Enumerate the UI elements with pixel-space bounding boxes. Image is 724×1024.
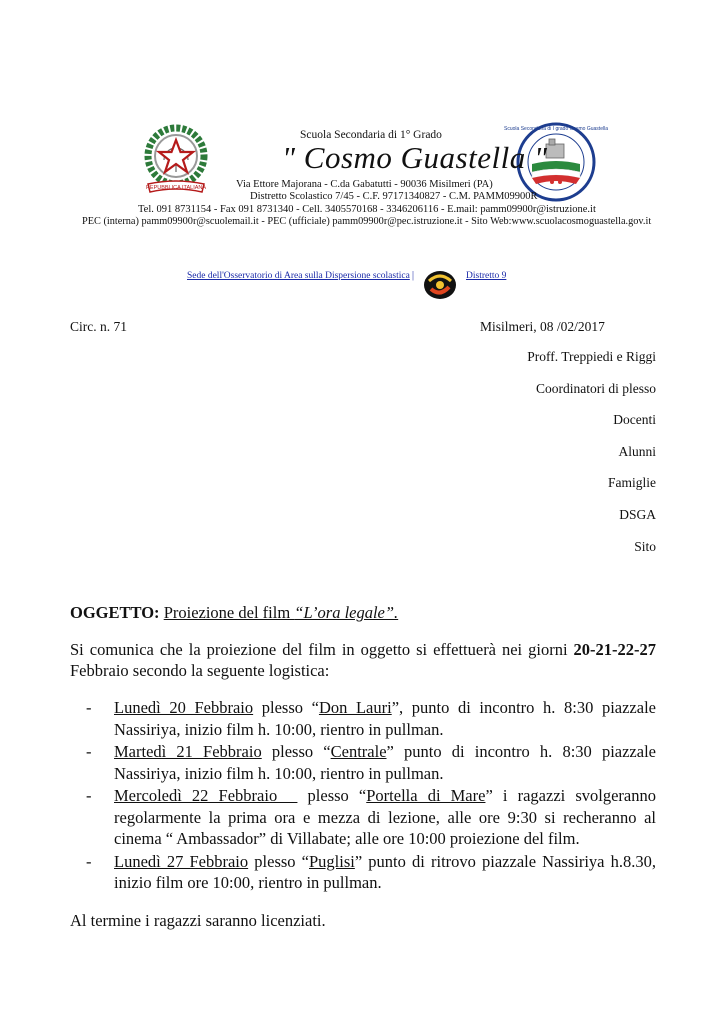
- subject: [70, 603, 398, 623]
- recipient: Famiglie: [608, 475, 656, 491]
- list-item: [70, 851, 656, 894]
- film-title: “L’ora legale”.: [294, 603, 399, 622]
- intro-rest: Febbraio secondo la seguente logistica:: [70, 660, 330, 680]
- list-item: [70, 697, 656, 740]
- item-place: Centrale: [330, 742, 387, 761]
- item-rest: ” punto di ritrovo piazzale Nassiriya h.8.30, inizio film ore 10:00, rientro in pullman.: [114, 851, 657, 892]
- italian-republic-emblem-icon: [136, 120, 216, 200]
- item-date: Mercoledì 22 Febbraio: [114, 786, 298, 805]
- recipient: Coordinatori di plesso: [536, 380, 656, 396]
- observatory-logo-icon: [421, 267, 459, 301]
- recipient: Sito: [634, 538, 656, 554]
- subject-text: [164, 603, 399, 622]
- district-link[interactable]: Distretto 9: [466, 271, 507, 281]
- recipient: Proff. Treppiedi e Riggi: [527, 349, 656, 364]
- item-mid: plesso “: [253, 698, 319, 717]
- list-dash: -: [86, 698, 92, 717]
- link-separator: |: [412, 270, 415, 281]
- svg-text:Scuola Secondaria di I grado C: Scuola Secondaria di I grado Cosmo Guastella: [504, 126, 608, 132]
- item-rest: ” i ragazzi svolgeranno regolarmente la prima ora e mezza di lezione, alle ore 9:30 si recheranno al cinema “ Ambassador” di Villabate; alle ore 10:00 proiezione del film.: [114, 786, 656, 848]
- item-place: Don Lauri: [318, 698, 392, 717]
- item-rest: ” punto di incontro h. 8:30 piazzale Nassiriya, inizio film h. 10:00, rientro in pullman.: [114, 742, 656, 783]
- school-type: Scuola Secondaria di 1° Grado: [300, 129, 442, 141]
- circular-number: Circ. n. 71: [70, 319, 127, 334]
- recipient: Docenti: [613, 412, 656, 428]
- intro-days: 20-21-22-27: [573, 640, 656, 659]
- address-line: Via Ettore Majorana - C.da Gabatutti - 90036 Misilmeri (PA): [236, 179, 493, 190]
- school-name: " Cosmo Guastella ": [282, 140, 548, 175]
- list-dash: -: [86, 786, 92, 805]
- address-line: Distretto Scolastico 7/45 - C.F. 97171340827 - C.M. PAMM09900R: [250, 191, 538, 202]
- item-mid: plesso “: [297, 786, 367, 805]
- closing-line: Al termine i ragazzi saranno licenziati.: [70, 911, 326, 930]
- place-date: Misilmeri, 08 /02/2017: [480, 319, 605, 334]
- item-date: Martedì 21 Febbraio: [114, 742, 262, 761]
- list-item: [70, 785, 656, 850]
- item-place: Puglisi: [309, 851, 355, 871]
- list-dash: -: [86, 742, 92, 761]
- svg-text:REPUBBLICA ITALIANA: REPUBBLICA ITALIANA: [145, 185, 207, 191]
- list-item: [70, 741, 656, 784]
- item-place: Portella di Mare: [366, 786, 486, 805]
- item-mid: plesso “: [248, 851, 309, 871]
- pec-line: PEC (interna) pamm09900r@scuolemail.it - PEC (ufficiale) pamm09900r@pec.istruzione.it - Sito Web:www.scuolacosmoguastella.gov.it: [82, 216, 652, 227]
- recipient: DSGA: [619, 506, 656, 522]
- subject-label: OGGETTO:: [70, 603, 160, 622]
- item-date: Lunedì 27 Febbraio: [114, 851, 249, 871]
- schedule-list: [70, 697, 656, 895]
- contact-line: Tel. 091 8731154 - Fax 091 8731340 - Cell. 3405570168 - 3346206116 - E.mail: pamm09900r@istruzione.it: [138, 204, 596, 215]
- observatory-link[interactable]: Sede dell'Osservatorio di Area sulla Dispersione scolastica: [187, 271, 410, 281]
- item-date: Lunedì 20 Febbraio: [114, 698, 254, 717]
- subject-prefix: Proiezione del film: [163, 603, 295, 622]
- intro-text: Si comunica che la proiezione del film in oggetto si effettuerà nei giorni: [70, 640, 574, 659]
- intro-paragraph: [70, 640, 656, 681]
- list-dash: -: [86, 851, 92, 871]
- recipient: Alunni: [618, 443, 656, 459]
- recipients-list: [527, 349, 656, 570]
- item-mid: plesso “: [261, 742, 331, 761]
- item-rest: ”, punto di incontro h. 8:30 piazzale Nassiriya, inizio film h. 10:00, rientro in pullman.: [114, 698, 656, 739]
